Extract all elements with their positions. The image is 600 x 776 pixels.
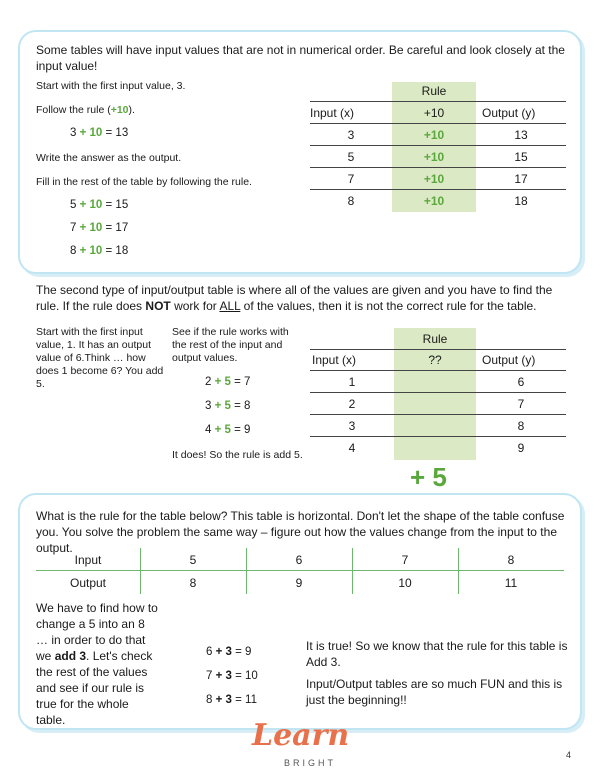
table-cell-output: 9 — [295, 576, 303, 590]
table-line — [310, 392, 566, 393]
table-line — [310, 414, 566, 415]
table-cell-input: 8 — [347, 194, 355, 208]
table-cell-input: 7 — [347, 172, 355, 186]
col-rule-header: ?? — [428, 353, 442, 367]
col-rule-header: +10 — [423, 106, 445, 120]
table-cell-output: 18 — [514, 194, 528, 208]
table-line — [310, 189, 566, 190]
equation-main: 3 + 10 = 13 — [70, 127, 129, 139]
table-cell-output: 13 — [514, 128, 528, 142]
equation: 8 + 10 = 18 — [70, 245, 129, 257]
table-cell-output: 11 — [504, 576, 518, 590]
table-cell-output: 8 — [517, 419, 525, 433]
table-cell-rule: +10 — [423, 128, 445, 142]
table-line — [310, 167, 566, 168]
equation: 7 + 10 = 17 — [70, 222, 129, 234]
rule-column-highlight — [394, 328, 476, 460]
col-output-header: Output (y) — [482, 353, 536, 367]
table-cell-output: 8 — [189, 576, 197, 590]
table-cell-input: 2 — [348, 397, 356, 411]
table-cell-rule: +10 — [423, 172, 445, 186]
equation: 5 + 10 = 15 — [70, 199, 129, 211]
table-line — [310, 349, 566, 350]
table-cell-output: 17 — [514, 172, 528, 186]
table-cell-input: 3 — [348, 419, 356, 433]
step-fill-rest: Fill in the rest of the table by following the rule. — [36, 176, 252, 188]
step-follow-rule: Follow the rule (+10). — [36, 104, 135, 116]
equation: 6 + 3 = 9 — [206, 646, 252, 658]
table-cell-output: 15 — [514, 150, 528, 164]
equation: 2 + 5 = 7 — [205, 376, 251, 388]
section2-left-text: Start with the first input value, 1. It has an output value of 6.Think … how does 1 become 6? You add 5. — [36, 326, 164, 390]
table-line — [310, 370, 566, 371]
table-cell-output: 9 — [517, 441, 525, 455]
col-input-header: Input (x) — [312, 353, 357, 367]
row-input-label: Input — [74, 553, 102, 567]
section3-right-text-2: Input/Output tables are so much FUN and this is just the beginning!! — [306, 677, 563, 707]
page-number: 4 — [566, 750, 572, 760]
row-output-label: Output — [69, 576, 107, 590]
table-cell-output: 7 — [517, 397, 525, 411]
step-write-answer: Write the answer as the output. — [36, 152, 182, 164]
table-cell-input: 8 — [507, 553, 515, 567]
rule-header: Rule — [422, 332, 448, 346]
section2-intro: The second type of input/output table is where all of the values are given and you have to find the rule. If the rule does NOT work for ALL of the values, then it is not the correct rule for the table. — [36, 283, 553, 313]
section3-right-text-1: It is true! So we know that the rule for this table is Add 3. — [306, 639, 568, 669]
table-cell-input: 5 — [189, 553, 197, 567]
table-cell-rule: +10 — [423, 150, 445, 164]
logo: Learn — [252, 718, 350, 753]
section2-conclusion: It does! So the rule is add 5. — [172, 449, 303, 461]
logo-subtitle: BRIGHT — [284, 758, 337, 768]
table-cell-input: 7 — [401, 553, 409, 567]
table-cell-rule: +10 — [423, 194, 445, 208]
table-cell-input: 1 — [348, 375, 356, 389]
equation: 4 + 5 = 9 — [205, 424, 251, 436]
table-line — [310, 101, 566, 102]
section1-intro: Some tables will have input values that are not in numerical order. Be careful and look closely at the input value! — [36, 43, 565, 73]
col-input-header: Input (x) — [310, 106, 355, 120]
section3-left-text: We have to find how to change a 5 into an 8 … in order to do that we add 3. Let's check the rest of the values and see if our rule is true for the whole table. — [36, 601, 158, 727]
section3-intro: What is the rule for the table below? This table is horizontal. Don't let the shape of the table confuse you. You solve the problem the same way – figure out how the values change from the input to the output. — [36, 509, 565, 555]
step-start: Start with the first input value, 3. — [36, 80, 186, 92]
table-cell-input: 5 — [347, 150, 355, 164]
equation: 7 + 3 = 10 — [206, 670, 258, 682]
table-line — [310, 123, 566, 124]
section2-mid-text: See if the rule works with the rest of the input and output values. — [172, 326, 289, 364]
table-cell-input: 6 — [295, 553, 303, 567]
table-cell-input: 3 — [347, 128, 355, 142]
equation: 8 + 3 = 11 — [206, 694, 257, 706]
table-cell-output: 6 — [517, 375, 525, 389]
table-cell-input: 4 — [348, 441, 356, 455]
table-line — [36, 570, 564, 571]
col-output-header: Output (y) — [482, 106, 536, 120]
table-cell-output: 10 — [398, 576, 412, 590]
equation: 3 + 5 = 8 — [205, 400, 251, 412]
table-line — [310, 145, 566, 146]
rule-header: Rule — [421, 84, 447, 98]
big-rule-label: + 5 — [410, 462, 447, 492]
table-line — [310, 436, 566, 437]
